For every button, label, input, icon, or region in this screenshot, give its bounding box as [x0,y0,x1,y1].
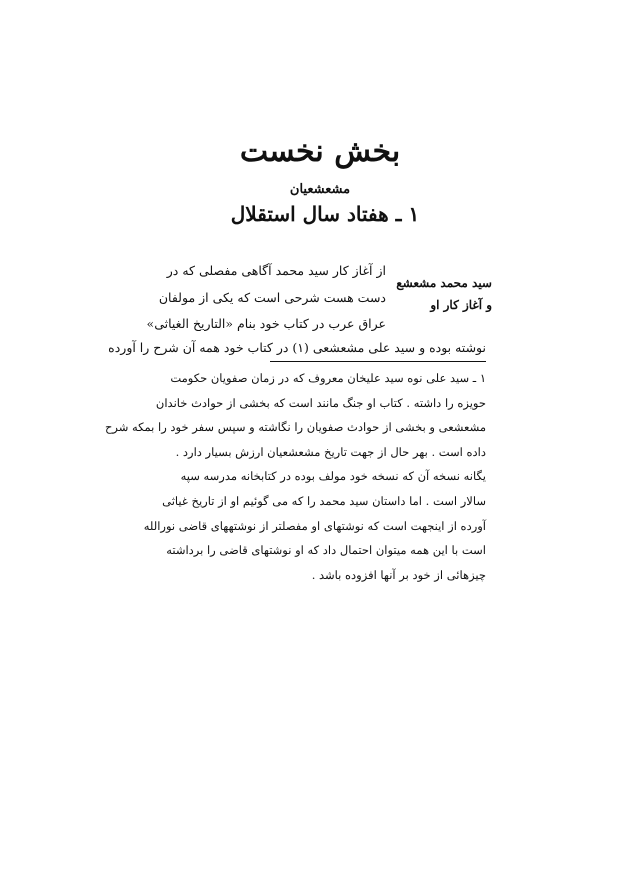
margin-note [396,272,492,316]
footnote-line: آورده از اینجهت است که نوشتهای او مفصلتر از نوشتههای قاضی نورالله [143,518,486,533]
footnote-line: حویزه را داشته . کتاب او جنگ مانند است که بخشی از حوادث خاندان [155,395,486,410]
section-title: ۱ ـ هفتاد سال استقلال [230,202,420,226]
footnote-line: ۱ ـ سید علی نوه سید علیخان معروف که در زمان صفویان حکومت [170,371,486,385]
footnote-line: داده است . بهر حال از جهت تاریخ مشعشعیان ارزش بسیار دارد . [175,444,486,459]
intro-paragraph [148,258,386,338]
dynasty-subtitle: مشعشعیان [289,182,351,197]
footnote-line: سالار است . اما داستان سید محمد را که می گوئیم او از تاریخ غیاثی [162,493,486,508]
body-line: عراق عرب در کتاب خود بنام «التاریخ الغیاثی» [146,316,386,331]
body-line-full-width: نوشته بوده و سید علی مشعشعی (۱) در کتاب خود همه آن شرح را آورده [108,340,486,355]
margin-note-line: و آغاز کار او [430,298,492,312]
body-line: دست هست شرحی است که یکی از مولفان [158,289,386,305]
body-line: از آغاز کار سید محمد آگاهی مفصلی که در [166,263,386,278]
footnote-line: چیزهائی از خود بر آنها افزوده باشد . [311,567,486,582]
footnote-divider [270,361,486,362]
margin-note-line: سید محمد مشعشع [396,276,492,290]
part-title: بخش نخست [239,134,401,169]
footnote-line: مشعشعی و بخشی از حوادث صفویان را نگاشته و سپس سفر خود را بمکه شرح [104,420,486,435]
footnote-line: است با این همه میتوان احتمال داد که او نوشتهای قاضی را برداشته [166,543,486,558]
footnote [104,366,486,587]
footnote-line: یگانه نسخه آن که نسخه خود مولف بوده در کتابخانه مدرسه سپه [180,469,486,484]
